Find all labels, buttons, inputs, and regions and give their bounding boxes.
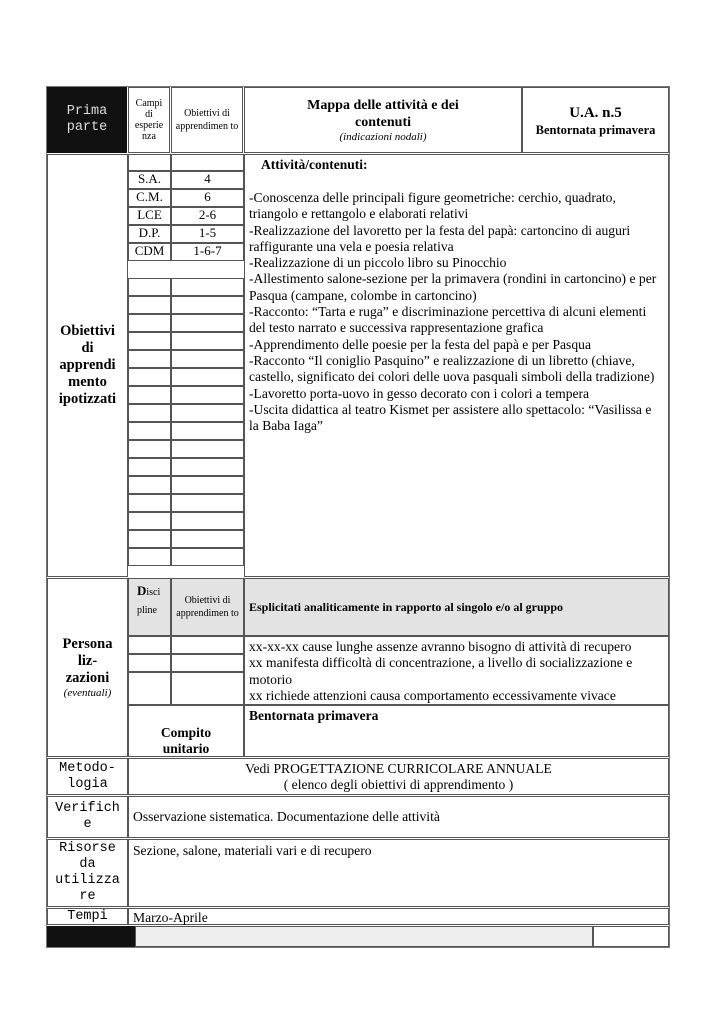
code-row (128, 243, 244, 261)
code-campo: CDM (128, 243, 171, 261)
empty-row (128, 476, 244, 494)
pers-codes-column (128, 636, 244, 705)
map-subtitle: (indicazioni nodali) (339, 130, 427, 143)
risorse-value-cell (128, 839, 669, 907)
obiettivi-header-2-label: Obiettivi di apprendimen to (176, 595, 239, 619)
activity-item: -Realizzazione del lavoretto per la festa del papà: cartoncino di auguri raffigurante una vela e poesia relativa (249, 222, 631, 254)
risorse-label-cell (47, 839, 128, 907)
obiettivi-header (171, 87, 243, 153)
empty-row (128, 278, 244, 296)
personalizzazioni-sub: (eventuali) (63, 686, 112, 699)
pers-notes-cell (244, 636, 669, 705)
code-row (128, 225, 244, 243)
empty-row (128, 314, 244, 332)
explicit-header (244, 578, 669, 636)
empty-row (128, 512, 244, 530)
empty-row (128, 654, 244, 672)
empty-row (128, 422, 244, 440)
activity-item: -Racconto: “Tarta e ruga” e discriminazione percettiva di alcuni elementi del testo narrato e successiva rappresentazione grafica (249, 304, 647, 336)
metodologia-line1: Vedi PROGETTAZIONE CURRICOLARE ANNUALE (245, 761, 552, 776)
obiettivi-header-label: Obiettivi di apprendimen to (175, 108, 239, 132)
empty-row (128, 404, 244, 422)
metodologia-label: Metodo- logia (59, 760, 116, 792)
code-obiettivi: 1-5 (171, 225, 244, 243)
tempi-value: Marzo-Aprile (133, 910, 208, 925)
activities-cell (244, 154, 669, 577)
empty-row (128, 636, 244, 654)
code-obiettivi: 4 (171, 171, 244, 189)
empty-row (128, 386, 244, 404)
code-row-top (128, 154, 244, 171)
verifiche-label-cell (47, 796, 128, 838)
code-obiettivi: 2-6 (171, 207, 244, 225)
activity-item: -Conoscenza delle principali figure geometriche: cerchio, quadrato, triangolo e rettangolo e elaborati relativi (249, 190, 616, 222)
pers-note: xx richiede attenzioni causa comportamento eccessivamente vivace (249, 687, 616, 703)
empty-row (128, 548, 244, 566)
empty-row (128, 332, 244, 350)
activities-title: Attività/contenuti: (261, 157, 368, 172)
discipline-header-label: isci pline (137, 587, 161, 616)
code-row (128, 207, 244, 225)
empty-row (128, 494, 244, 512)
compito-label: Compito unitario (160, 725, 212, 756)
part-label: Prima parte (66, 104, 108, 135)
pers-note: xx-xx-xx cause lunghe assenze avranno bisogno di attività di recupero (249, 639, 632, 654)
map-header (244, 87, 522, 153)
compito-value-cell (244, 705, 669, 757)
ua-number: U.A. n.5 (569, 104, 622, 121)
discipline-header (128, 578, 171, 636)
code-row (128, 189, 244, 207)
verifiche-value: Osservazione sistematica. Documentazione delle attività (133, 808, 440, 824)
code-obiettivi: 1-6-7 (171, 243, 244, 261)
verifiche-label: Verifich e (55, 801, 120, 832)
tempi-label-cell (47, 908, 128, 925)
activity-item: -Uscita didattica al teatro Kismet per assistere allo spettacolo: “Vasilissa e la Baba Iaga” (249, 401, 652, 434)
activity-item: -Realizzazione di un piccolo libro su Pinocchio (249, 255, 507, 271)
obiettivi-section-label-cell (47, 154, 128, 577)
empty-row (128, 530, 244, 548)
ua-name: Bentornata primavera (535, 122, 656, 137)
footer-dark-cell (47, 926, 135, 947)
tempi-label: Tempi (67, 909, 108, 924)
activity-item: -Allestimento salone-sezione per la primavera (rondini in cartoncino) e per Pasqua (campane, colombe in cartoncino) (249, 271, 657, 303)
footer-end-cell (593, 926, 669, 947)
empty-row (128, 458, 244, 476)
activity-item: -Racconto “Il coniglio Pasquino” e realizzazione di un libretto (chiave, castello, significato dei colori delle uova pasquali simboli della tradizione) (249, 352, 655, 385)
empty-row (128, 350, 244, 368)
tempi-value-cell (128, 908, 669, 925)
metodologia-label-cell (47, 758, 128, 795)
code-campo: S.A. (128, 171, 171, 189)
empty-row (128, 296, 244, 314)
compito-label-cell (128, 705, 244, 757)
codes-column (128, 154, 244, 566)
activity-item: -Lavoretto porta-uovo in gesso decorato con i colori a tempera (249, 385, 590, 401)
code-obiettivi: 6 (171, 189, 244, 207)
activity-item: -Apprendimento delle poesie per la festa del papà e per Pasqua (249, 336, 591, 352)
code-campo: LCE (128, 207, 171, 225)
empty-row (128, 672, 244, 705)
compito-value: Bentornata primavera (249, 708, 379, 723)
explicit-header-label: Esplicitati analiticamente in rapporto al singolo e/o al gruppo (249, 599, 564, 614)
obiettivi-header-2 (171, 578, 244, 636)
code-campo: C.M. (128, 189, 171, 207)
campi-header (128, 87, 170, 153)
code-campo: D.P. (128, 225, 171, 243)
ua-header (522, 87, 669, 153)
personalizzazioni-label-cell (47, 578, 128, 757)
map-title: Mappa delle attività e dei contenuti (307, 97, 459, 130)
discipline-first-letter: D (137, 583, 147, 598)
metodologia-line2: ( elenco degli obiettivi di apprendimento ) (283, 777, 514, 793)
footer-cell (135, 926, 593, 947)
obiettivi-section-label: Obiettivi di apprendi mento ipotizzati (58, 323, 117, 407)
code-row (128, 171, 244, 189)
risorse-label: Risorse da utilizza re (55, 841, 120, 904)
empty-row (128, 440, 244, 458)
metodologia-value-cell (128, 758, 669, 795)
part-label-cell (47, 87, 127, 153)
empty-row (128, 368, 244, 386)
pers-note: xx manifesta difficoltà di concentrazione, a livello di socializzazione e motorio (249, 655, 633, 687)
personalizzazioni-label: Persona liz- zazioni (62, 635, 113, 686)
campi-header-label: Campi di esperie nza (134, 98, 164, 142)
verifiche-value-cell (128, 796, 669, 838)
risorse-value: Sezione, salone, materiali vari e di recupero (133, 843, 372, 858)
